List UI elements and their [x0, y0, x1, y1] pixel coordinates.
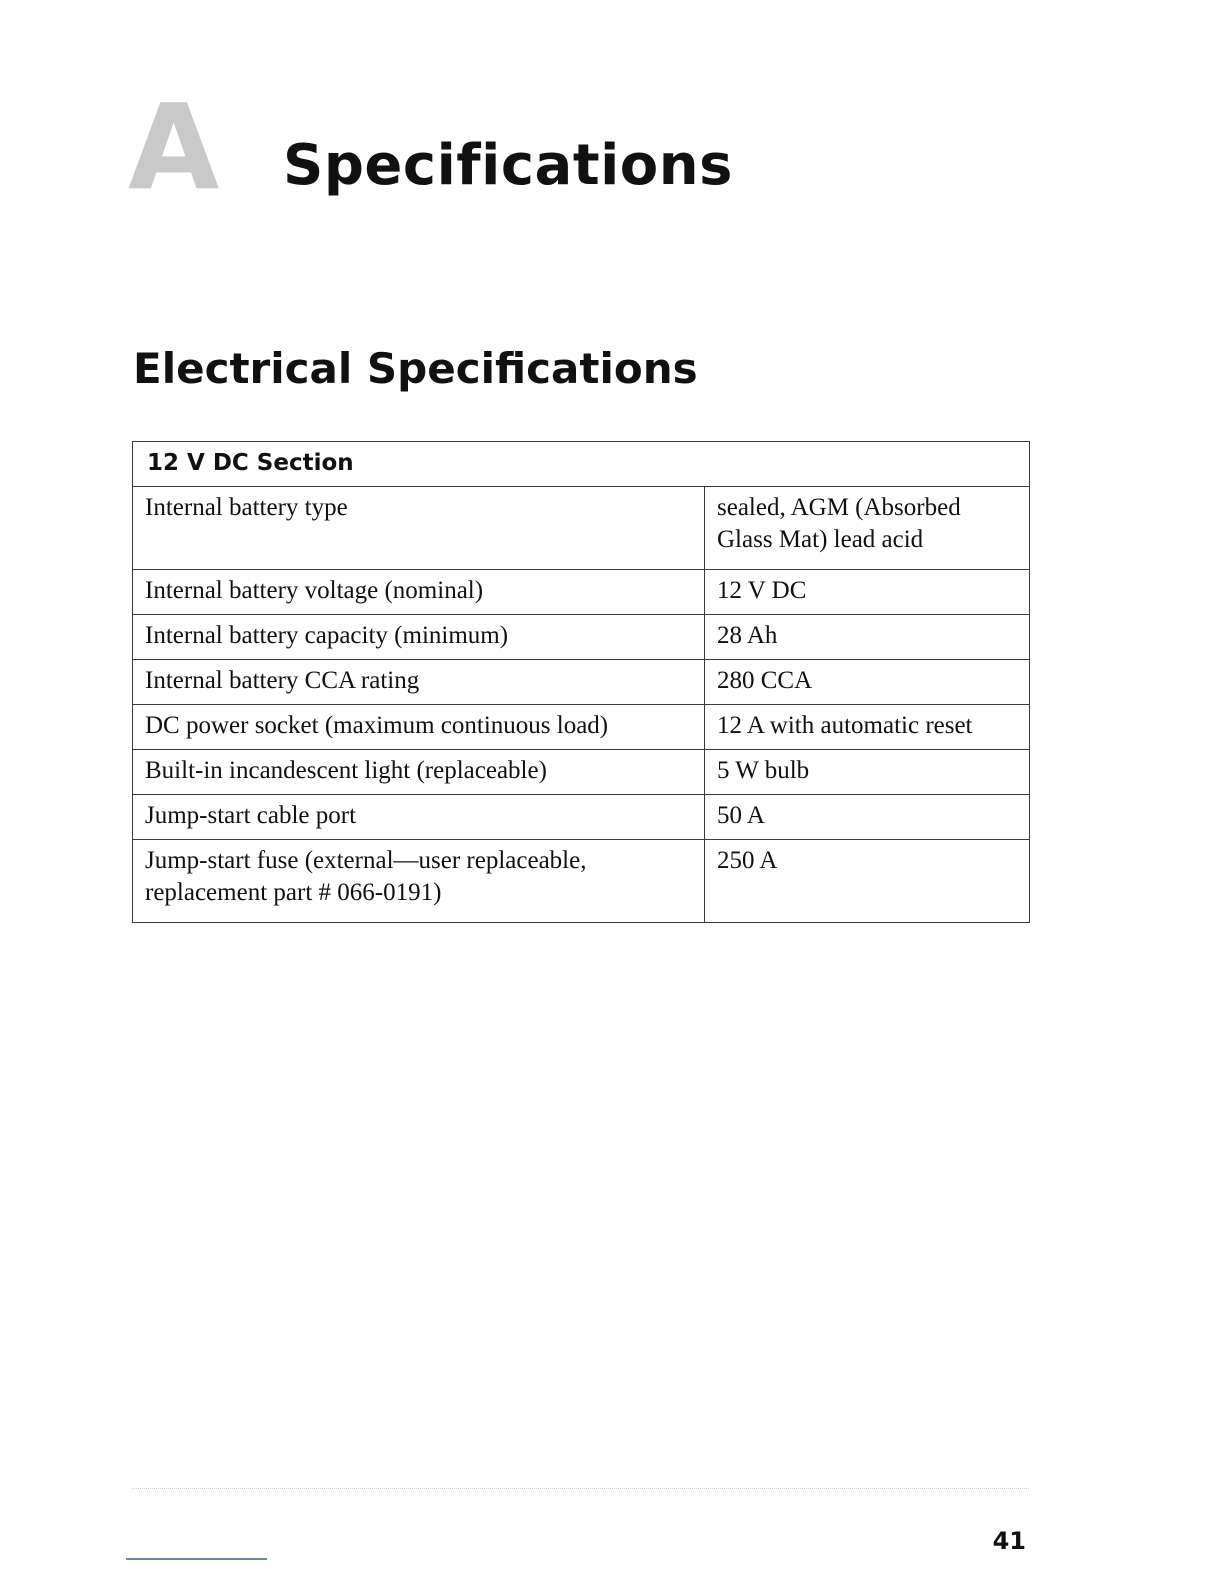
spec-label: Internal battery CCA rating: [133, 660, 705, 705]
spec-value: 280 CCA: [705, 660, 1030, 705]
spec-value: sealed, AGM (Absorbed Glass Mat) lead acid: [705, 487, 1030, 570]
page-number: 41: [992, 1527, 1026, 1555]
table-row: [133, 570, 1030, 615]
table-row: [133, 750, 1030, 795]
spec-label: Internal battery capacity (minimum): [133, 615, 705, 660]
spec-value: 12 V DC: [705, 570, 1030, 615]
chapter-title: Specifications: [283, 133, 733, 198]
spec-value: 250 A: [705, 840, 1030, 923]
spec-label: Internal battery type: [133, 487, 705, 570]
table-header-row: [133, 442, 1030, 487]
table-row: [133, 795, 1030, 840]
table-row: [133, 660, 1030, 705]
table-row: [133, 840, 1030, 923]
table-row: [133, 705, 1030, 750]
spec-label: Jump-start cable port: [133, 795, 705, 840]
table-row: [133, 487, 1030, 570]
scan-edge-mark: [126, 1558, 267, 1560]
spec-label: Internal battery voltage (nominal): [133, 570, 705, 615]
spec-value: 12 A with automatic reset: [705, 705, 1030, 750]
spec-label: Jump-start fuse (external—user replaceable, replacement part # 066-0191): [133, 840, 705, 923]
footer-divider: [132, 1488, 1029, 1489]
spec-table: [132, 441, 1030, 923]
chapter-letter: A: [128, 78, 220, 216]
table-heading: 12 V DC Section: [133, 442, 1030, 487]
spec-label: Built-in incandescent light (replaceable): [133, 750, 705, 795]
spec-value: 5 W bulb: [705, 750, 1030, 795]
section-title: Electrical Specifications: [133, 344, 698, 393]
table-row: [133, 615, 1030, 660]
spec-value: 50 A: [705, 795, 1030, 840]
spec-label: DC power socket (maximum continuous load): [133, 705, 705, 750]
spec-value: 28 Ah: [705, 615, 1030, 660]
